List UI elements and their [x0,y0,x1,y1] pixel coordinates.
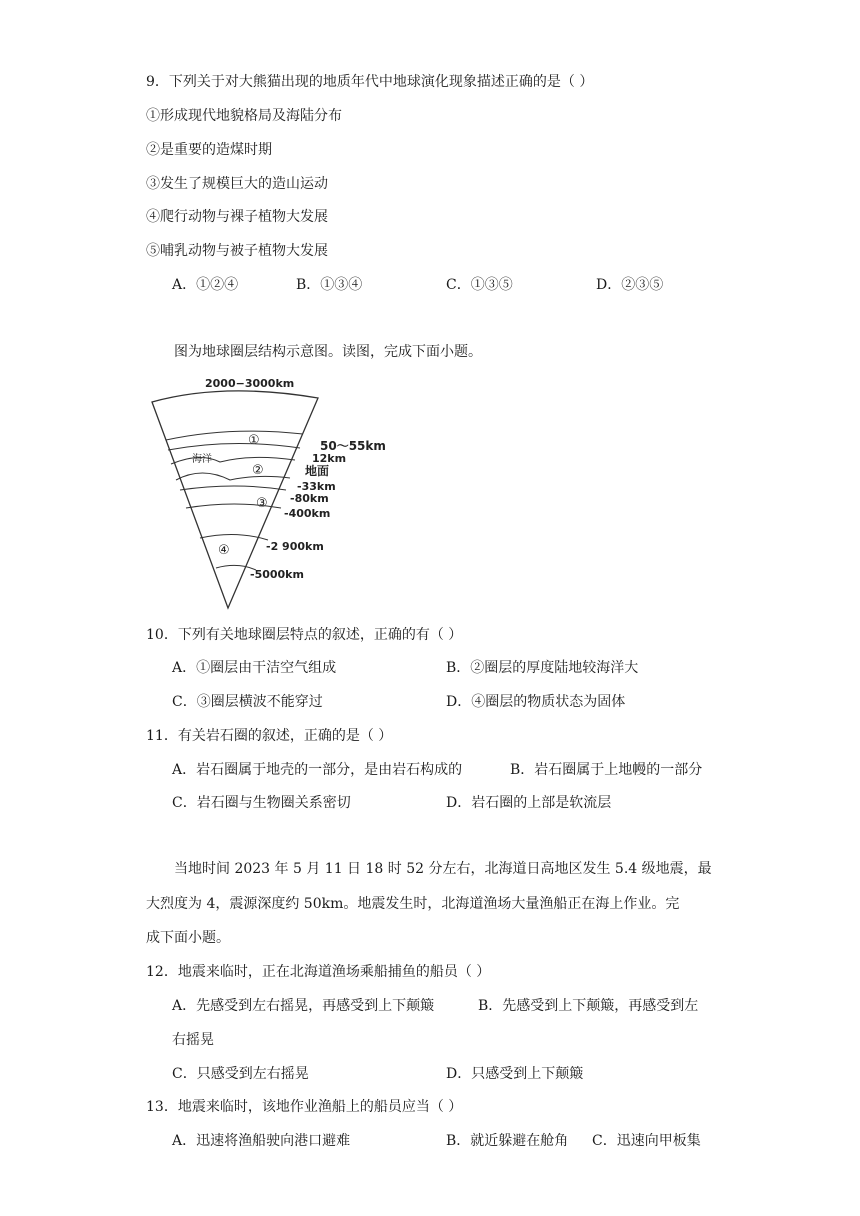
q11-option-b: B．岩石圈属于上地幔的一部分 [510,762,703,778]
q12-option-b: B．先感受到上下颠簸，再感受到左 [478,998,699,1014]
q10-option-b: B．②圈层的厚度陆地较海洋大 [446,660,639,676]
ground-label: 地面 [305,464,330,478]
q9-stem: 9．下列关于对大熊猫出现的地质年代中地球演化现象描述正确的是（ ） [146,74,594,90]
q11-option-d: D．岩石圈的上部是软流层 [446,795,612,811]
boundary-ground [171,457,295,464]
q12-stem: 12．地震来临时，正在北海道渔场乘船捕鱼的船员（ ） [146,964,491,980]
depth-label-atmosphere: 50～55km [320,439,386,453]
boundary-sea-level [168,443,300,450]
diagram-intro: 图为地球圈层结构示意图。读图，完成下面小题。 [174,344,482,360]
layer-mark-4: ④ [218,543,230,558]
quake-intro-line-2: 大烈度为 4，震源深度约 50km。地震发生时，北海道渔场大量渔船正在海上作业。完 [146,896,680,912]
boundary-atmosphere [166,431,303,440]
q13-option-a: A．迅速将渔船驶向港口避难 [172,1133,351,1149]
q12-option-c: C．只感受到左右摇晃 [172,1066,309,1082]
quake-intro-line-1: 当地时间 2023 年 5 月 11 日 18 时 52 分左右，北海道日高地区发生 5.4 级地震，最 [174,861,712,877]
q12-option-b-continued: 右摇晃 [172,1032,214,1048]
q9-item-1: ①形成现代地貌格局及海陆分布 [146,108,342,124]
ocean-label: 海洋 [192,454,212,465]
boundary-80km [180,486,286,490]
q12-option-a: A．先感受到左右摇晃，再感受到上下颠簸 [172,998,435,1014]
depth-label-400km: -400km [284,507,331,520]
q9-option-d: D．②③⑤ [596,277,664,293]
q10-stem: 10．下列有关地球圈层特点的叙述，正确的有（ ） [146,627,463,643]
q11-stem: 11．有关岩石圈的叙述，正确的是（ ） [146,728,393,744]
q11-option-a: A．岩石圈属于地壳的一部分，是由岩石构成的 [172,762,463,778]
q9-item-2: ②是重要的造煤时期 [146,142,272,158]
q9-item-3: ③发生了规模巨大的造山运动 [146,176,328,192]
q9-option-a: A．①②④ [172,277,239,293]
q10-option-a: A．①圈层由干洁空气组成 [172,660,337,676]
depth-label-12km: 12km [312,452,347,465]
layer-mark-1: ① [248,433,260,448]
q11-option-c: C．岩石圈与生物圈关系密切 [172,795,351,811]
layer-mark-3: ③ [256,496,268,511]
q13-stem: 13．地震来临时，该地作业渔船上的船员应当（ ） [146,1099,463,1115]
q10-option-d: D．④圈层的物质状态为固体 [446,694,626,710]
q12-option-d: D．只感受到上下颠簸 [446,1066,584,1082]
q9-item-4: ④爬行动物与裸子植物大发展 [146,209,328,225]
depth-label-5000km: -5000km [250,568,304,581]
layer-mark-2: ② [252,463,264,478]
q9-option-c: C．①③⑤ [446,277,513,293]
q10-option-c: C．③圈层横波不能穿过 [172,694,323,710]
q13-option-c: C．迅速向甲板集 [592,1133,701,1149]
q9-item-5: ⑤哺乳动物与被子植物大发展 [146,243,328,259]
q13-option-b: B．就近躲避在舱角 [446,1133,569,1149]
depth-label-33km: -33km [297,480,336,493]
diagram-top-label: 2000−3000km [205,377,295,390]
boundary-33km [176,473,290,480]
earth-layers-diagram [140,370,390,615]
quake-intro-line-3: 成下面小题。 [146,930,230,946]
depth-label-2900km: -2 900km [266,540,324,553]
depth-label-80km: -80km [290,492,329,505]
q9-option-b: B．①③④ [296,277,363,293]
